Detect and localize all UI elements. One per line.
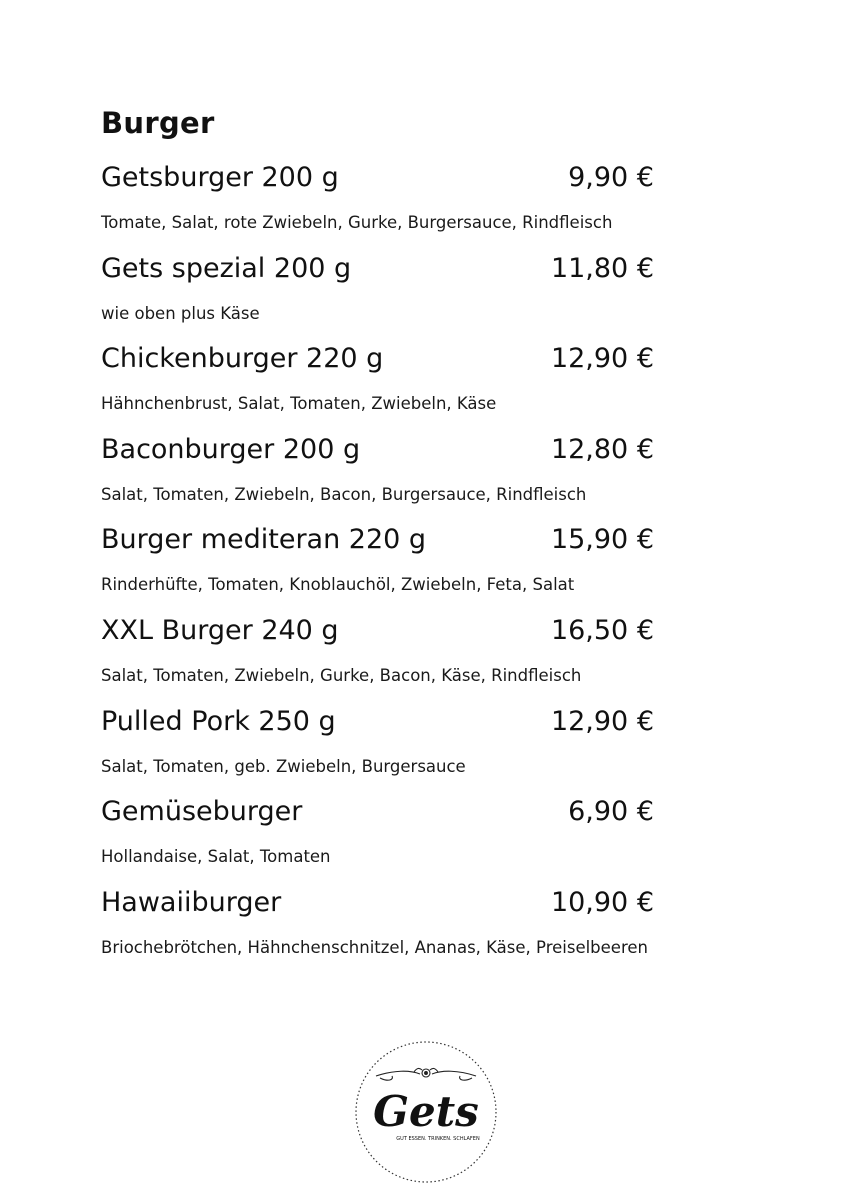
- menu-item-name: Gets spezial 200 g: [101, 252, 352, 284]
- menu-item-name: Chickenburger 220 g: [101, 343, 384, 375]
- menu-item-name: Baconburger 200 g: [101, 433, 361, 465]
- section-heading: Burger: [101, 106, 215, 140]
- menu-item-description: Briochebrötchen, Hähnchenschnitzel, Ananas, Käse, Preiselbeeren: [101, 937, 648, 957]
- menu-item-description: Hollandaise, Salat, Tomaten: [101, 847, 331, 867]
- menu-item-description: Hähnchenbrust, Salat, Tomaten, Zwiebeln, Käse: [101, 394, 497, 414]
- menu-item: [101, 162, 661, 253]
- menu-item-name: Gemüseburger: [101, 796, 303, 828]
- menu-item-price: 15,90 €: [550, 524, 654, 556]
- menu-item-name: Getsburger 200 g: [101, 162, 339, 193]
- menu-item-price: 16,50 €: [550, 614, 654, 646]
- menu-item-description: Rinderhüfte, Tomaten, Knoblauchöl, Zwiebeln, Feta, Salat: [101, 575, 575, 595]
- menu-item-list: [101, 162, 661, 977]
- menu-item-description: wie oben plus Käse: [101, 303, 260, 323]
- menu-item-price: 11,80 €: [550, 252, 654, 284]
- logo-tagline: GUT ESSEN. TRINKEN. SCHLAFEN: [396, 1136, 480, 1142]
- menu-item: [101, 887, 661, 978]
- menu-item-description: Salat, Tomaten, Zwiebeln, Gurke, Bacon, Käse, Rindfleisch: [101, 665, 582, 685]
- gets-logo: [354, 1040, 498, 1184]
- menu-item-price: 12,80 €: [550, 433, 654, 465]
- menu-item: [101, 343, 661, 434]
- menu-item-description: Salat, Tomaten, geb. Zwiebeln, Burgersauce: [101, 756, 466, 776]
- menu-item-name: XXL Burger 240 g: [101, 614, 339, 646]
- menu-item: [101, 253, 661, 344]
- menu-item-price: 6,90 €: [568, 796, 654, 828]
- menu-item: [101, 796, 661, 887]
- menu-item-description: Tomate, Salat, rote Zwiebeln, Gurke, Burgersauce, Rindfleisch: [101, 213, 613, 232]
- menu-item-description: Salat, Tomaten, Zwiebeln, Bacon, Burgersauce, Rindfleisch: [101, 484, 587, 504]
- menu-item-price: 9,90 €: [568, 162, 654, 193]
- menu-item-price: 12,90 €: [550, 705, 654, 737]
- menu-item: [101, 524, 661, 615]
- menu-item: [101, 706, 661, 797]
- menu-item-name: Pulled Pork 250 g: [101, 705, 336, 737]
- logo-wordmark: Gets: [373, 1087, 479, 1136]
- menu-item-name: Hawaiiburger: [101, 886, 282, 918]
- logo-ornament: [376, 1068, 476, 1080]
- menu-item: [101, 615, 661, 706]
- menu-item-price: 10,90 €: [550, 886, 654, 918]
- menu-item: [101, 434, 661, 525]
- menu-item-price: 12,90 €: [550, 343, 654, 375]
- menu-item-name: Burger mediteran 220 g: [101, 524, 427, 556]
